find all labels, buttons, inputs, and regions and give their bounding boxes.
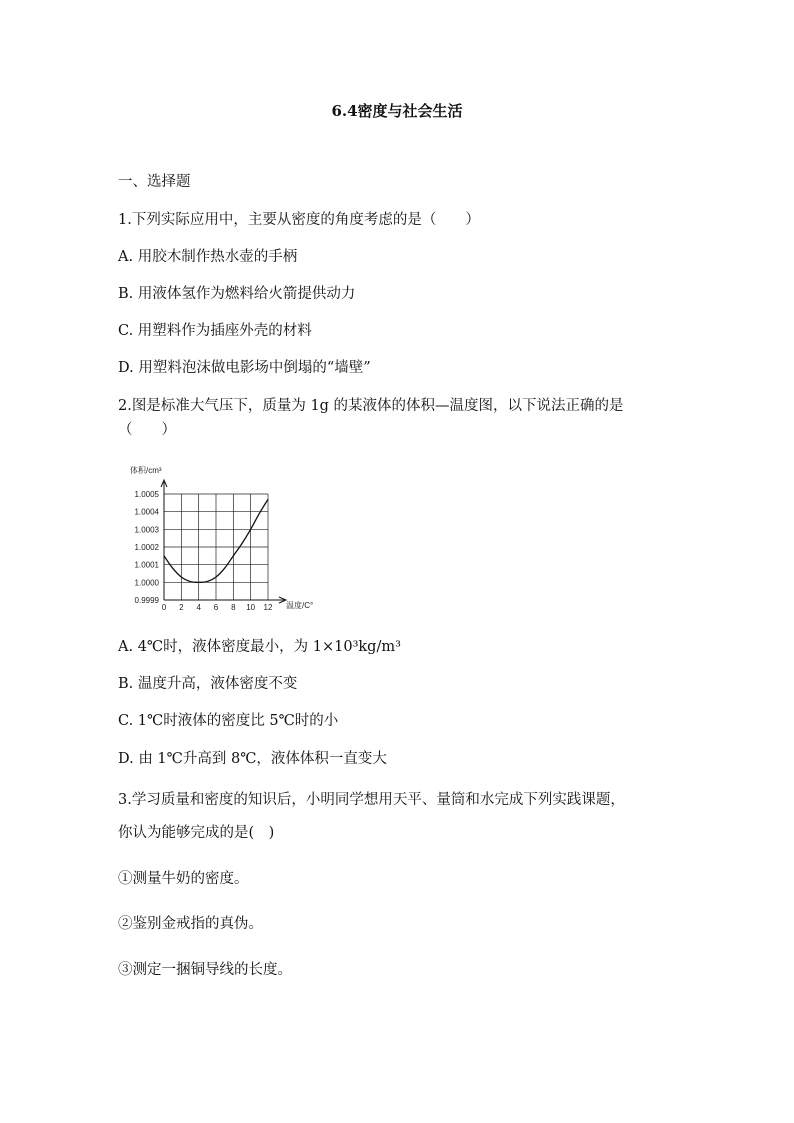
chart-x-tick-labels bbox=[162, 603, 273, 612]
question-1-option-b: B. 用液体氢作为燃料给火箭提供动力 bbox=[118, 286, 356, 302]
question-1-option-a: A. 用胶木制作热水壶的手柄 bbox=[118, 249, 298, 265]
question-2-option-c: C. 1℃时液体的密度比 5℃时的小 bbox=[118, 713, 339, 729]
chart-x-tick-label: 12 bbox=[263, 603, 273, 612]
question-1-option-c: C. 用塑料作为插座外壳的材料 bbox=[118, 323, 312, 339]
chart-x-tick-label: 4 bbox=[196, 603, 201, 612]
question-3-stem: 3.学习质量和密度的知识后，小明同学想用天平、量筒和水完成下列实践课题， bbox=[118, 792, 625, 808]
question-3-stem-line2: 你认为能够完成的是( ) bbox=[118, 825, 275, 841]
chart-y-tick-label: 1.0005 bbox=[134, 490, 159, 499]
chart-y-tick-label: 1.0003 bbox=[134, 525, 159, 535]
question-2-stem-bracket: （ ） bbox=[118, 422, 176, 438]
question-3-item-1: ①测量牛奶的密度。 bbox=[118, 871, 249, 887]
chart-x-tick-label: 2 bbox=[179, 603, 184, 612]
section-heading: 一、选择题 bbox=[118, 174, 191, 190]
question-2-stem: 2.图是标准大气压下，质量为 1g 的某液体的体积—温度图，以下说法正确的是 bbox=[118, 398, 624, 414]
chart-x-tick-label: 6 bbox=[213, 603, 219, 612]
chart-y-tick-label: 1.0004 bbox=[134, 507, 159, 517]
chart-y-axis-label: 体积/cm³ bbox=[130, 466, 162, 475]
page-title: 6.4密度与社会生活 bbox=[331, 102, 463, 120]
chart-x-axis-label: 温度/C° bbox=[286, 601, 314, 610]
question-2-option-a: A. 4℃时，液体密度最小，为 1×10³kg/m³ bbox=[118, 639, 401, 655]
chart-y-tick-label: 1.0000 bbox=[134, 578, 159, 588]
chart-x-tick-label: 10 bbox=[246, 603, 256, 612]
question-1-option-d: D. 用塑料泡沫做电影场中倒塌的“墙壁” bbox=[118, 360, 371, 376]
chart-y-tick-label: 0.9999 bbox=[134, 596, 159, 605]
question-2-option-d: D. 由 1℃升高到 8℃，液体体积一直变大 bbox=[118, 751, 387, 767]
chart-x-tick-label: 0 bbox=[161, 603, 167, 612]
chart-y-tick-labels bbox=[135, 490, 160, 605]
question-3-item-3: ③测定一捆铜导线的长度。 bbox=[118, 962, 292, 978]
question-1-stem: 1.下列实际应用中，主要从密度的角度考虑的是（ ） bbox=[118, 212, 480, 228]
chart-grid bbox=[164, 494, 268, 600]
chart-axes bbox=[161, 480, 286, 603]
chart-x-tick-label: 8 bbox=[231, 603, 236, 612]
question-3-item-2: ②鉴别金戒指的真伪。 bbox=[118, 916, 263, 932]
question-2-option-b: B. 温度升高，液体密度不变 bbox=[118, 676, 298, 692]
volume-temperature-chart bbox=[118, 460, 338, 615]
chart-y-tick-label: 1.0002 bbox=[134, 543, 159, 552]
chart-y-tick-label: 1.0001 bbox=[134, 560, 159, 570]
